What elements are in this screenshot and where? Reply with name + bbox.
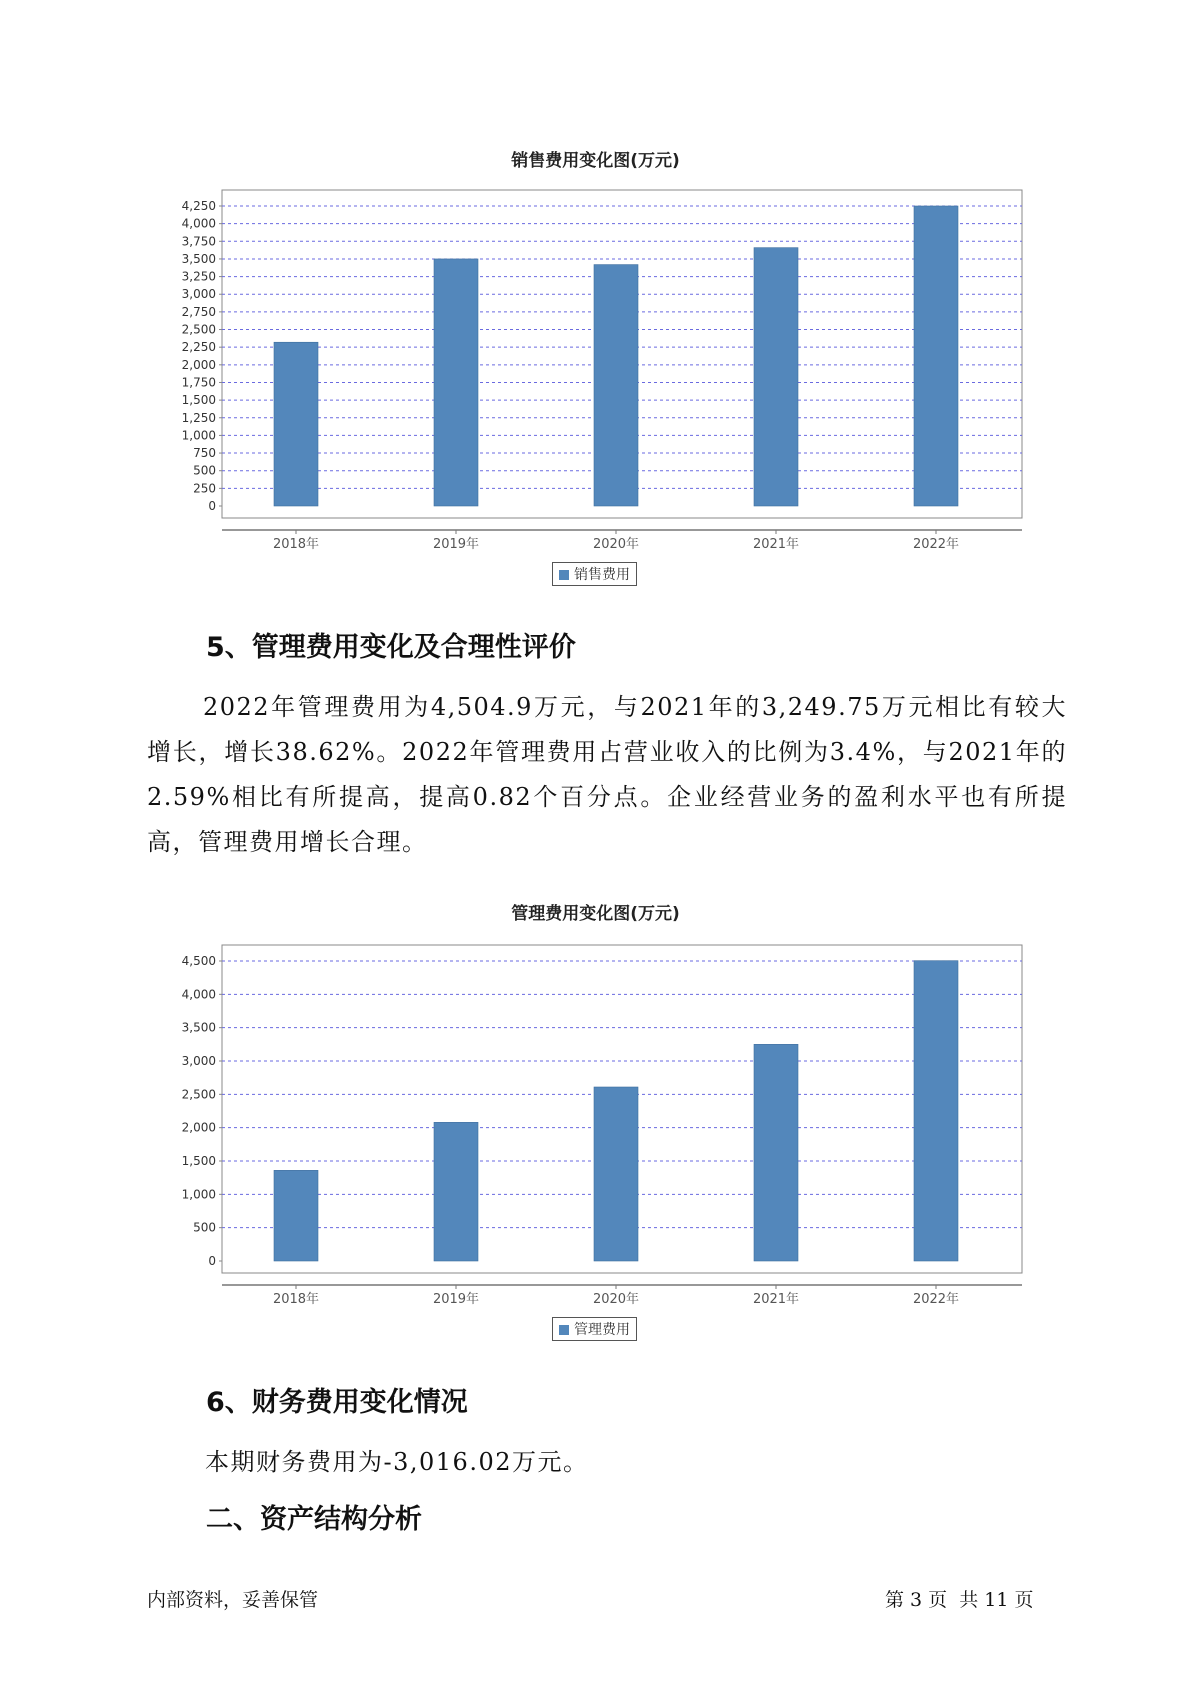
y-tick-label: 2,750 [181, 304, 216, 319]
bar-2018年 [274, 342, 318, 506]
y-tick-label: 3,000 [181, 287, 216, 302]
y-tick-label: 250 [193, 481, 216, 496]
y-tick-label: 2,000 [181, 1120, 216, 1135]
admin-chart-title: 管理费用变化图(万元) [511, 904, 680, 924]
section-6-paragraph: 本期财务费用为-3,016.02万元。 [205, 1448, 589, 1476]
legend-label: 销售费用 [574, 567, 630, 583]
y-tick-label: 3,250 [181, 269, 216, 284]
section-6-heading: 6、财务费用变化情况 [206, 1387, 468, 1418]
sales-chart-title: 销售费用变化图(万元) [511, 151, 680, 171]
x-tick-label: 2021年 [752, 537, 800, 552]
y-tick-label: 0 [208, 499, 216, 513]
y-tick-label: 1,000 [181, 1187, 216, 1202]
footer-page-number: 第 3 页 共 11 页 [885, 1589, 1034, 1611]
y-tick-label: 2,500 [181, 1087, 216, 1102]
y-tick-label: 4,500 [181, 954, 216, 968]
y-tick-label: 500 [193, 463, 216, 478]
y-tick-label: 750 [193, 446, 216, 461]
x-tick-label: 2018年 [272, 1292, 320, 1307]
y-tick-label: 3,500 [181, 1020, 216, 1035]
sales-chart-legend [552, 562, 637, 586]
section-5-paragraph: 2022年管理费用为4,504.9万元，与2021年的3,249.75万元相比有较大增长，增长38.62%。2022年管理费用占营业收入的比例为3.4%，与2021年的2.59%相比有所提高，提高0.82个百分点。企业经营业务的盈利水平也有所提高，管理费用增长合理。 [147, 693, 1067, 856]
x-tick-label: 2019年 [432, 1292, 480, 1307]
section-5-heading: 5、管理费用变化及合理性评价 [206, 632, 576, 663]
x-tick-label: 2022年 [912, 537, 960, 552]
sales-expense-chart [150, 180, 1030, 552]
y-tick-label: 0 [208, 1254, 216, 1268]
y-tick-label: 2,500 [181, 322, 216, 337]
bar-2020年 [594, 1087, 638, 1261]
y-tick-label: 2,000 [181, 357, 216, 372]
bar-2019年 [434, 1122, 478, 1261]
bar-2020年 [594, 265, 638, 506]
y-tick-label: 1,250 [181, 410, 216, 425]
admin-expense-chart [150, 935, 1030, 1307]
y-tick-label: 1,500 [181, 1154, 216, 1168]
admin-chart-legend [552, 1317, 637, 1341]
y-tick-label: 500 [193, 1220, 216, 1235]
section-2-heading: 二、资产结构分析 [206, 1504, 422, 1535]
bar-2021年 [754, 1044, 798, 1261]
y-tick-label: 3,750 [181, 234, 216, 249]
bar-2022年 [914, 206, 958, 506]
bar-2021年 [754, 248, 798, 506]
bar-2022年 [914, 961, 958, 1261]
y-tick-label: 1,000 [181, 428, 216, 443]
legend-swatch [559, 1325, 569, 1335]
y-tick-label: 4,000 [181, 216, 216, 231]
y-tick-label: 2,250 [181, 340, 216, 355]
x-tick-label: 2018年 [272, 537, 320, 552]
bar-2019年 [434, 259, 478, 506]
footer-confidential-note: 内部资料，妥善保管 [147, 1589, 319, 1611]
x-tick-label: 2022年 [912, 1292, 960, 1307]
y-tick-label: 4,000 [181, 987, 216, 1002]
y-tick-label: 3,500 [181, 251, 216, 266]
x-tick-label: 2020年 [592, 1292, 640, 1307]
legend-swatch [559, 570, 569, 580]
bar-2018年 [274, 1170, 318, 1261]
y-tick-label: 1,750 [181, 375, 216, 390]
x-tick-label: 2020年 [592, 537, 640, 552]
x-tick-label: 2019年 [432, 537, 480, 552]
x-tick-label: 2021年 [752, 1292, 800, 1307]
legend-label: 管理费用 [574, 1322, 630, 1338]
y-tick-label: 4,250 [181, 199, 216, 213]
y-tick-label: 1,500 [181, 393, 216, 408]
y-tick-label: 3,000 [181, 1054, 216, 1068]
